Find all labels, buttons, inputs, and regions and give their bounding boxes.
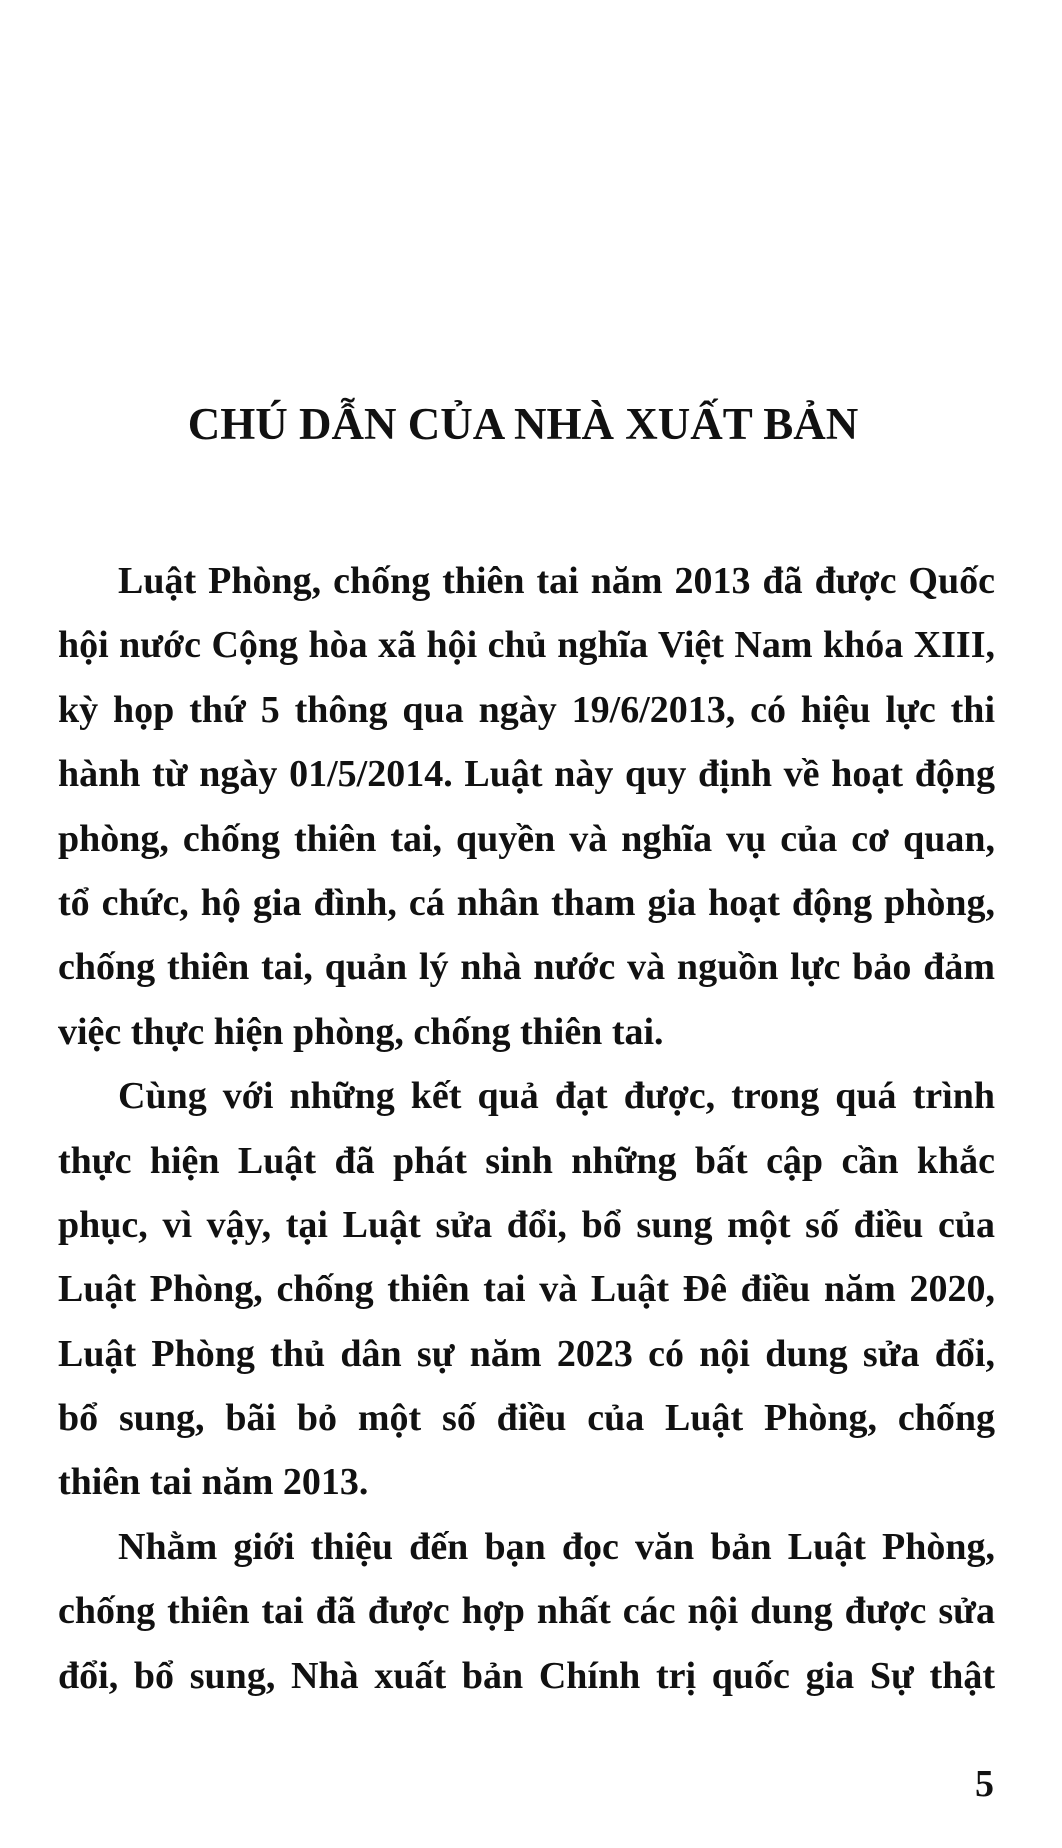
text-line: thiên tai năm 2013.	[58, 1461, 369, 1504]
text-line: hội nước Cộng hòa xã hội chủ nghĩa Việt Nam khóa XIII,	[58, 624, 995, 667]
text-line: chống thiên tai, quản lý nhà nước và nguồn lực bảo đảm	[58, 946, 995, 989]
text-line: Nhằm giới thiệu đến bạn đọc văn bản Luật Phòng,	[118, 1525, 995, 1568]
text-line: Cùng với những kết quả đạt được, trong quá trình	[118, 1075, 995, 1118]
text-line: phục, vì vậy, tại Luật sửa đổi, bổ sung một số điều của	[58, 1203, 995, 1246]
text-line: thực hiện Luật đã phát sinh những bất cập cần khắc	[58, 1139, 995, 1182]
text-line: việc thực hiện phòng, chống thiên tai.	[58, 1010, 664, 1053]
text-line: tổ chức, hộ gia đình, cá nhân tham gia hoạt động phòng,	[58, 881, 995, 924]
page-title: CHÚ DẪN CỦA NHÀ XUẤT BẢN	[187, 399, 859, 449]
text-line: Luật Phòng, chống thiên tai và Luật Đê điều năm 2020,	[58, 1268, 995, 1311]
text-line: kỳ họp thứ 5 thông qua ngày 19/6/2013, có hiệu lực thi	[58, 688, 995, 731]
text-line: hành từ ngày 01/5/2014. Luật này quy định về hoạt động	[58, 753, 995, 796]
text-line: đổi, bổ sung, Nhà xuất bản Chính trị quốc gia Sự thật	[58, 1654, 995, 1697]
text-line: Luật Phòng thủ dân sự năm 2023 có nội dung sửa đổi,	[58, 1332, 995, 1375]
page-number: 5	[975, 1763, 994, 1805]
body-text	[58, 549, 995, 1708]
text-line: Luật Phòng, chống thiên tai năm 2013 đã được Quốc	[118, 560, 995, 602]
text-line: chống thiên tai đã được hợp nhất các nội dung được sửa	[58, 1590, 995, 1633]
text-line: phòng, chống thiên tai, quyền và nghĩa vụ của cơ quan,	[58, 817, 995, 860]
text-line: bổ sung, bãi bỏ một số điều của Luật Phòng, chống	[58, 1397, 995, 1440]
